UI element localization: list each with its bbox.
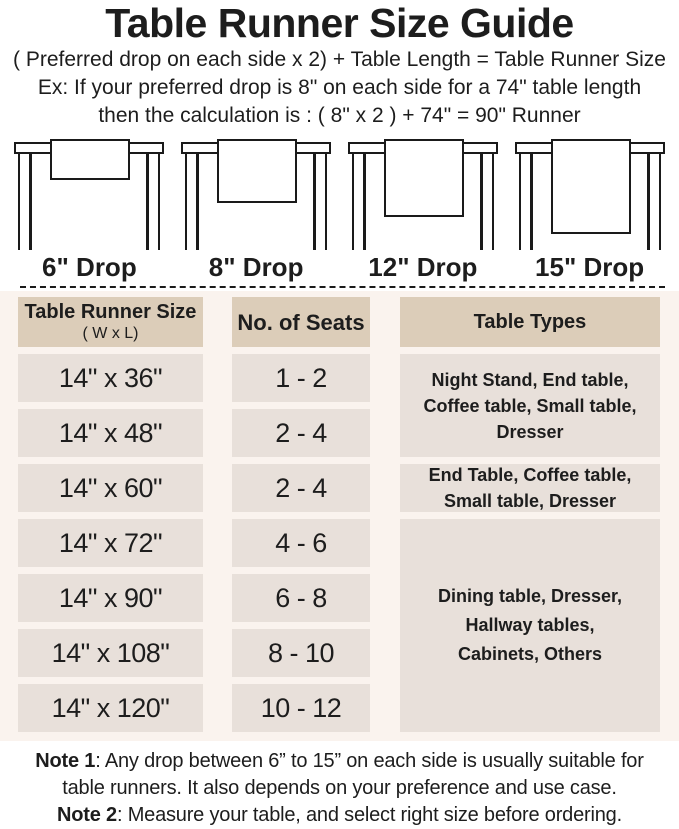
seats-cell: 2 - 4 [232, 409, 370, 457]
runner-size-cell: 14" x 108" [18, 629, 203, 677]
table-leg-left [185, 154, 199, 250]
runner-size-cell: 14" x 90" [18, 574, 203, 622]
example-line-2: then the calculation is : ( 8" x 2 ) + 74" = 90" Runner [98, 104, 581, 127]
column-header-size-title: Table Runner Size [24, 301, 197, 323]
table-leg-right [480, 154, 494, 250]
drop-label: 12" Drop [368, 252, 478, 282]
table-leg-right [313, 154, 327, 250]
example-line-1: Ex: If your preferred drop is 8" on each side for a 74" table length [37, 76, 642, 99]
figure-12-inch-drop [340, 139, 507, 283]
drop-label: 6" Drop [42, 252, 137, 282]
table-types-group-2 [400, 464, 660, 512]
table-leg-right [647, 154, 661, 250]
runner-size-cell: 14" x 120" [18, 684, 203, 732]
column-seats [232, 297, 370, 732]
table-leg-left [352, 154, 366, 250]
table-leg-left [519, 154, 533, 250]
note-2-line [0, 802, 679, 829]
runner-size-cell: 14" x 36" [18, 354, 203, 402]
table-leg-left [18, 154, 32, 250]
seats-cell: 2 - 4 [232, 464, 370, 512]
table-types-group-2-text: End Table, Coffee table, Small table, Dresser [428, 465, 632, 511]
note-1-text-part-1: : Any drop between 6” to 15” on each side is usually suitable for [95, 750, 644, 772]
figure-8-inch-drop [173, 139, 340, 283]
seats-cell: 6 - 8 [232, 574, 370, 622]
figure-15-inch-drop [506, 139, 673, 283]
seats-cell: 8 - 10 [232, 629, 370, 677]
column-header-seats [232, 297, 370, 347]
column-header-types-title: Table Types [473, 310, 587, 333]
column-header-size [18, 297, 203, 347]
header-section [0, 0, 679, 130]
note-2-label: Note 2 [57, 804, 117, 826]
column-table-types [400, 297, 660, 732]
table-types-group-1-text: Night Stand, End table, Coffee table, Small table, Dresser [423, 369, 637, 442]
table-drawing [515, 139, 665, 250]
drop-illustrations [0, 139, 679, 283]
seats-cell: 10 - 12 [232, 684, 370, 732]
note-1-line-1 [0, 748, 679, 775]
notes-section [0, 748, 679, 829]
column-header-types [400, 297, 660, 347]
size-table [0, 291, 679, 741]
page-title: Table Runner Size Guide [105, 0, 574, 46]
table-types-group-1 [400, 354, 660, 457]
table-drawing [181, 139, 331, 250]
column-header-size-subtitle: ( W x L) [82, 325, 139, 342]
table-drawing [348, 139, 498, 250]
runner-shape [217, 139, 297, 203]
runner-size-cell: 14" x 72" [18, 519, 203, 567]
dashed-divider [20, 286, 665, 288]
runner-shape [551, 139, 631, 234]
column-header-seats-title: No. of Seats [237, 309, 365, 335]
table-types-group-3 [400, 519, 660, 732]
seats-cell: 1 - 2 [232, 354, 370, 402]
table-leg-right [146, 154, 160, 250]
runner-size-cell: 14" x 60" [18, 464, 203, 512]
seats-cell: 4 - 6 [232, 519, 370, 567]
runner-shape [50, 139, 130, 180]
table-drawing [14, 139, 164, 250]
note-2-text: : Measure your table, and select right size before ordering. [116, 804, 622, 826]
runner-shape [384, 139, 464, 217]
note-1-line-2: table runners. It also depends on your preference and use case. [62, 777, 617, 799]
figure-6-inch-drop [6, 139, 173, 283]
drop-label: 15" Drop [535, 252, 645, 282]
table-types-group-3-text: Dining table, Dresser, Hallway tables, Cabinets, Others [437, 586, 623, 664]
note-1-label: Note 1 [35, 750, 96, 772]
formula-line: ( Preferred drop on each side x 2) + Table Length = Table Runner Size [13, 48, 666, 71]
runner-size-cell: 14" x 48" [18, 409, 203, 457]
drop-label: 8" Drop [208, 252, 304, 282]
column-runner-size [18, 297, 203, 732]
